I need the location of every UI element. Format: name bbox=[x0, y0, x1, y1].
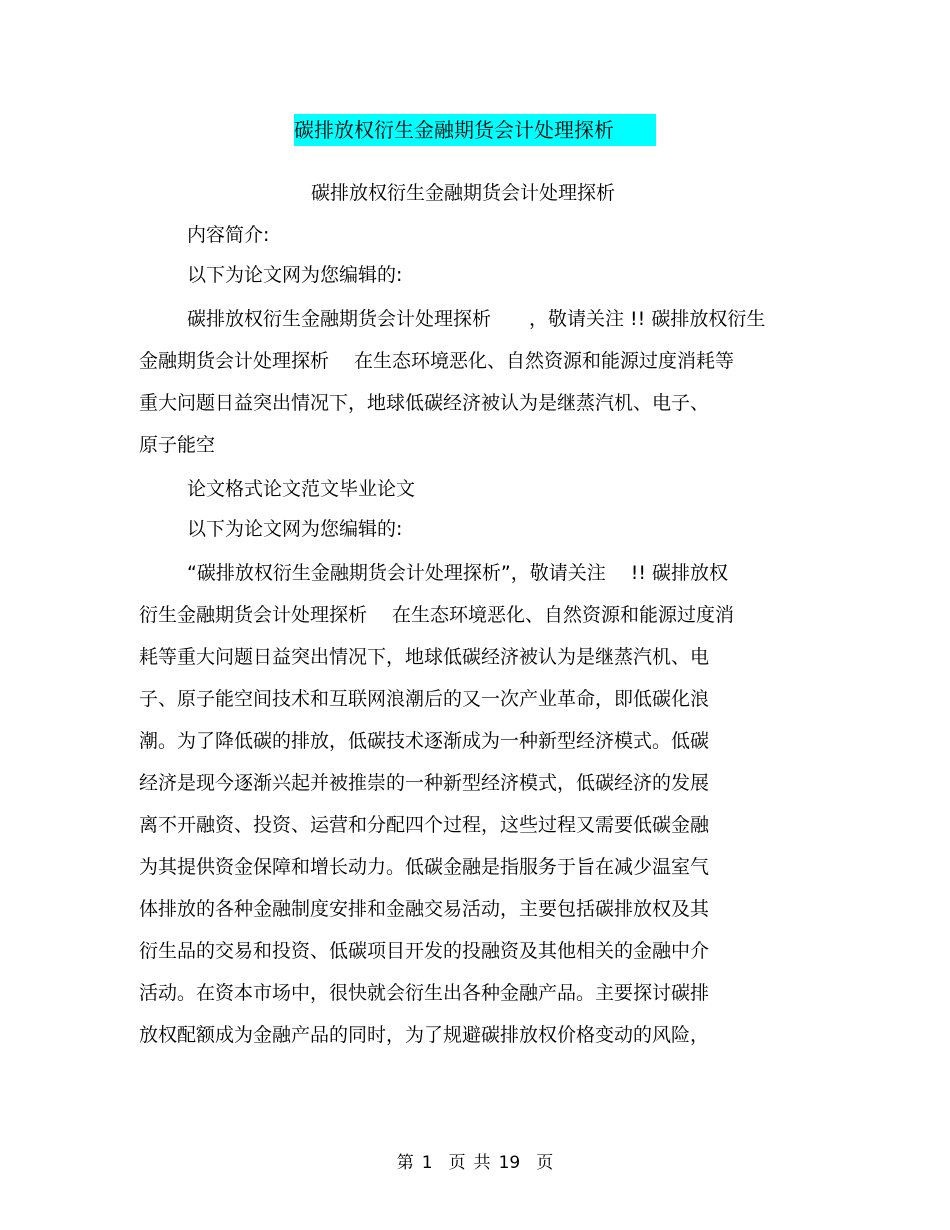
line-5: 重大问题日益突出情况下，地球低碳经济被认为是继蒸汽机、电子、 bbox=[139, 392, 710, 414]
line-13: 潮。为了降低碳的排放，低碳技术逐渐成为一种新型经济模式。低碳 bbox=[139, 730, 710, 752]
line-10: 衍生金融期货会计处理探析 在生态环境恶化、自然资源和能源过度消 bbox=[139, 604, 735, 626]
line-17: 体排放的各种金融制度安排和金融交易活动，主要包括碳排放权及其 bbox=[139, 898, 710, 920]
footer-page-word: 页 bbox=[448, 1153, 466, 1173]
line-16: 为其提供资金保障和增长动力。低碳金融是指服务于旨在减少温室气 bbox=[139, 856, 710, 878]
line-1: 内容简介: bbox=[187, 224, 270, 246]
line-3: 碳排放权衍生金融期货会计处理探析 ，敬请关注 !! 碳排放权衍生 bbox=[187, 308, 766, 330]
line-18: 衍生品的交易和投资、低碳项目开发的投融资及其他相关的金融中介 bbox=[139, 940, 710, 962]
line-9: “碳排放权衍生金融期货会计处理探析”，敬请关注 !! 碳排放权 bbox=[187, 562, 729, 584]
footer-total-prefix: 共 bbox=[473, 1153, 491, 1173]
line-15: 离不开融资、投资、运营和分配四个过程，这些过程又需要低碳金融 bbox=[139, 814, 710, 836]
subtitle: 碳排放权衍生金融期货会计处理探析 bbox=[310, 182, 615, 204]
footer-page-number: 1 bbox=[421, 1153, 433, 1173]
highlighted-title: 碳排放权衍生金融期货会计处理探析 bbox=[294, 114, 656, 146]
footer-total-word: 页 bbox=[536, 1153, 554, 1173]
line-8: 以下为论文网为您编辑的: bbox=[187, 518, 403, 540]
footer-page-prefix: 第 bbox=[396, 1153, 414, 1173]
line-2: 以下为论文网为您编辑的: bbox=[187, 264, 403, 286]
line-4: 金融期货会计处理探析 在生态环境恶化、自然资源和能源过度消耗等 bbox=[139, 350, 735, 372]
line-11: 耗等重大问题日益突出情况下，地球低碳经济被认为是继蒸汽机、电 bbox=[139, 646, 710, 668]
line-19: 活动。在资本市场中，很快就会衍生出各种金融产品。主要探讨碳排 bbox=[139, 982, 710, 1004]
title-container bbox=[0, 114, 950, 146]
line-6: 原子能空 bbox=[139, 434, 216, 456]
line-12: 子、原子能空间技术和互联网浪潮后的又一次产业革命，即低碳化浪 bbox=[139, 688, 710, 710]
page-footer bbox=[0, 1150, 950, 1176]
line-20: 放权配额成为金融产品的同时，为了规避碳排放权价格变动的风险， bbox=[139, 1024, 710, 1046]
footer-total-pages: 19 bbox=[498, 1153, 521, 1173]
line-14: 经济是现今逐渐兴起并被推崇的一种新型经济模式，低碳经济的发展 bbox=[139, 772, 710, 794]
line-7: 论文格式论文范文毕业论文 bbox=[187, 478, 416, 500]
